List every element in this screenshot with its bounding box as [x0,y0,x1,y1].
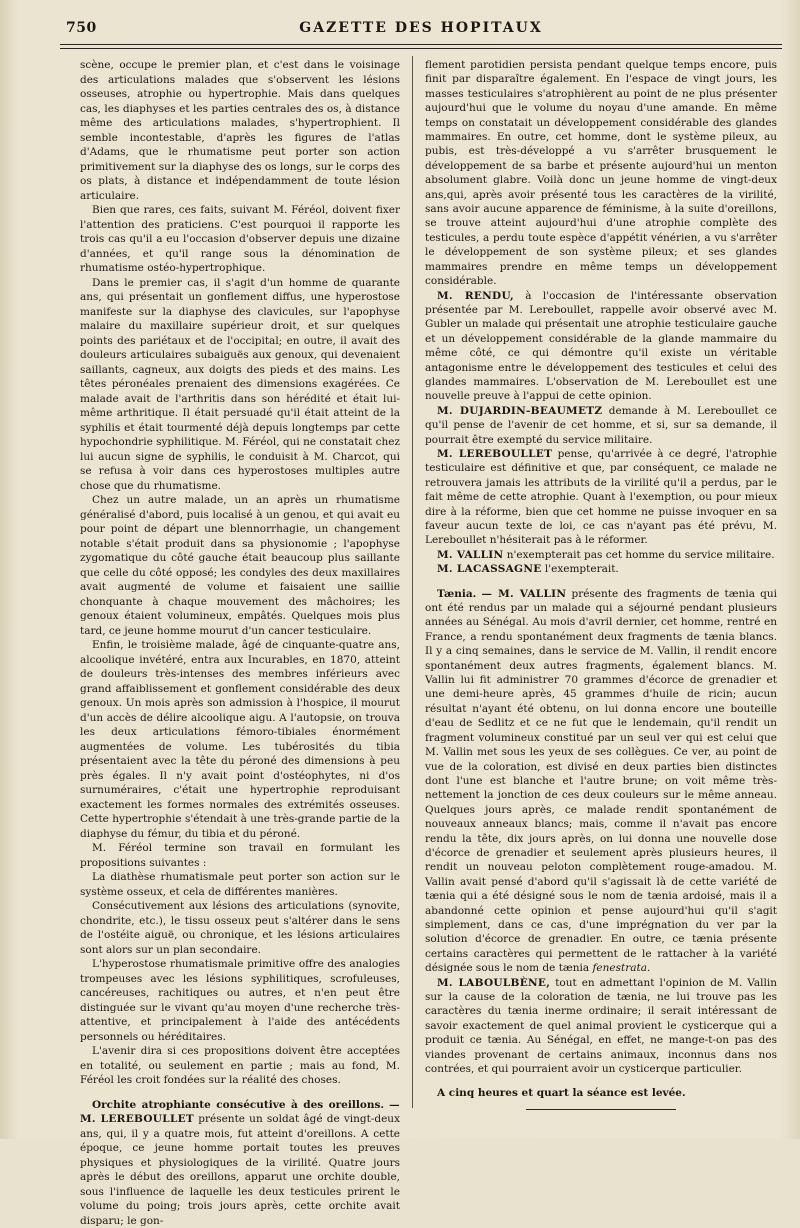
paragraph-text: l'exempterait. [545,563,619,575]
speaker-name: M. DUJARDIN-BEAUMETZ [437,405,602,417]
speaker-name: — M. LEREBOULLET [80,1099,400,1126]
paragraph: L'avenir dira si ces propositions doivent être acceptées en totalité, ou seulement en partie ; mais au fond, M. Féréol les croit fondées sur la réalité des choses. [80,1044,400,1088]
paragraph: scène, occupe le premier plan, et c'est dans le voisinage des articulations malades que s'observent les lésions osseuses, atrophie ou hypertrophie. Mais dans quelques cas, les diaphyses et les parties centrales des os, à distance même des articulations malades, s'hypertrophient. Il semble incontestable, d'après les figures de l'atlas d'Adams, que le rhumatisme peut porter son action primitivement sur la diaphyse des os longs, sur le corps des os plats, à distance et indépendamment de toute lésion articulaire. [80,58,400,203]
paragraph: Chez un autre malade, un an après un rhumatisme généralisé d'abord, puis localisé à un genou, et qui avait eu pour point de départ une blennorrhagie, un changement notable s'était produit dans sa physionomie ; l'apophyse zygomatique du côté gauche était beaucoup plus saillante que celle du côté opposé; les condyles des deux maxillaires avait augmenté de volume et faisaient une saillie chonquante à chaque mouvement des mâchoires; les genoux étaient volumineux, empâtés. Quelques mois plus tard, ce jeune homme mourut d'un cancer testiculaire. [80,493,400,638]
paragraph [425,548,777,562]
paragraph: Bien que rares, ces faits, suivant M. Féréol, doivent fixer l'attention des praticiens. C'est pourquoi il rapporte les trois cas qu'il a eu l'occasion d'observer depuis une dizaine d'années, et qu'il range sous la dénomination de rhumatisme ostéo-hypertrophique. [80,203,400,276]
orchite-section [80,1098,400,1228]
paragraph [425,976,777,1077]
paragraph-text: présente un soldat âgé de vingt-deux ans, qui, il y a quatre mois, fut atteint d'oreillons. A cette époque, ce jeune homme portait toutes les preuves physiques et physiologiques de la virilité. Quatre jours après le début des oreillons, apparut une orchite double, sous l'influence de laquelle les deux testicules prirent le volume du poing; trois jours après, cette orchite avait disparu; le gon- [80,1113,400,1227]
taenia-section [425,587,777,976]
paragraph [425,289,777,404]
paragraph-text: tout en admettant l'opinion de M. Vallin sur la cause de la coloration de tænia, ne lui trouve pas les caractères du tænia inerme ordinaire; il serait intéressant de savoir exactement de quel animal provient le cysticerque qui a produit ce tænia. Au Sénégal, en effet, ne mange-t-on pas des viandes provenant de certains animaux, inconnus dans nos contrées, et qui pourraient avoir un cysticerque particulier. [425,977,777,1075]
paragraph: Consécutivement aux lésions des articulations (synovite, chondrite, etc.), le tissu osseux peut s'altérer dans le sens de l'ostéite aiguë, ou chronique, et les lésions articulaires sont alors sur un plan secondaire. [80,899,400,957]
section-heading: Orchite atrophiante consécutive à des oreillons. [92,1099,384,1111]
journal-title: GAZETTE DES HOPITAUX [60,20,782,36]
paragraph-text: pense, qu'arrivée à ce degré, l'atrophie testiculaire est définitive et que, par conséquent, ce malade ne retrouvera jamais les attributs de la virilité qu'il a perdus, par le fait même de cette atrophie. Quant à l'exemption, ou pour mieux dire à la réforme, bien que cet homme ne puisse invoquer en sa faveur aucun texte de loi, ce cas n'ayant pas été prévu, M. Lereboullet n'hésiterait pas à le réformer. [425,448,777,546]
paragraph [425,447,777,548]
section-heading: Tænia. [437,588,476,600]
paragraph [425,562,777,576]
page-number: 750 [66,20,97,36]
paragraph-text: demande à M. Lereboullet ce qu'il pense de l'avenir de cet homme, et si, sur sa demande, il pourrait être exempté du service militaire. [425,405,777,446]
speaker-name: M. LEREBOULLET [437,448,552,460]
left-column [80,58,400,1228]
paragraph: M. Féréol termine son travail en formulant les propositions suivantes : [80,841,400,870]
paragraph: Enfin, le troisième malade, âgé de cinquante-quatre ans, alcoolique invétéré, entra aux Incurables, en 1870, atteint de douleurs très-intenses des membres inférieurs avec grand affaiblissement et gonflement considérable des deux genoux. Un mois après son admission à l'hospice, il mourut d'un accès de délire alcoolique aigu. A l'autopsie, on trouva les deux articulations fémoro-tibiales énormément augmentées de volume. Les tubérosités du tibia présentaient avec la tête du péroné des dimensions à peu près égales. Il n'y avait point d'ostéophytes, ni d'os surnuméraires, c'était une hypertrophie reproduisant exactement les formes normales des extrémités osseuses. Cette hypertrophie s'étendait à une très-grande partie de la diaphyse du fémur, du tibia et du péroné. [80,638,400,841]
speaker-name: M. LACASSAGNE [437,563,542,575]
header-rule [60,44,782,45]
speaker-name: M. VALLIN [437,549,503,561]
paragraph-text: présente des fragments de tænia qui ont été rendus par un malade qui a séjourné pendant plusieurs années au Sénégal. Au mois d'avril dernier, cet homme, rentré en France, a rendu spontanément deux fragments de tænia blancs. Il y a cinq semaines, dans le service de M. Vallin, il rendit encore spontanément deux autres fragments, également blancs. M. Vallin lui fit administrer 70 grammes d'écorce de grenadier et une demi-heure après, 45 grammes d'huile de ricin; aucun résultat n'ayant été obtenu, on lui donna encore une bouteille d'eau de Sedlitz et ce ne fut que le lendemain, qu'il rendit un fragment volumineux constitué par un seul ver qui est celui que M. Vallin met sous les yeux de ses collègues. Ce ver, au point de vue de la coloration, est divisé en deux parties bien distinctes dont l'une est blanche et l'autre brune; on voit même très-nettement la jonction de ces deux couleurs sur le même anneau. Quelques jours après, ce malade rendit spontanément de nouveaux anneaux blancs; mais, comme il n'avait pas encore rendu la tête, dix jours après, on lui donna une nouvelle dose d'écorce de grenadier et seulement après plusieurs heures, il rendit un nouveau peloton complètement rouge-amadou. M. Vallin avait pensé d'abord qu'il s'agissait là de cette variété de tænia qui a été désigné sous le nom de tænia ardoisé, mais il a abandonné cette opinion et pense aujourd'hui qu'il s'agit simplement, dans ce cas, d'une imprégnation du ver par la solution d'écorce de grenadier. En outre, ce tænia présente certains caractères qui permettent de le rattacher à la variété désignée sous le nom de tænia [425,588,777,975]
speaker-name: M. LABOULBÈNE, [437,977,550,989]
paragraph-text: à l'occasion de l'intéressante observation présentée par M. Lereboullet, rappelle avoir observé avec M. Gubler un malade qui présentait une atrophie testiculaire gauche et un développement considérable de la glande mammaire du même côté, ce qui démontre qu'il existe un véritable antagonisme entre le développement des testicules et celui des glandes mammaires. L'observation de M. Lereboullet est une nouvelle preuve à l'appui de cette opinion. [425,290,777,403]
page-header [60,18,782,42]
column-divider [412,56,413,1108]
paragraph: Dans le premier cas, il s'agit d'un homme de quarante ans, qui présentait un gonflement diffus, une hyperostose manifeste sur la diaphyse des clavicules, sur l'apophyse malaire du maxillaire supérieur droit, et sur quelques points des pariétaux et de l'occipital; en outre, il avait des douleurs articulaires subaiguës aux genoux, qui devenaient saillants, cagneux, aux doigts des pieds et des mains. Les têtes péronéales prenaient des dimensions exagérées. Ce malade avait de l'arthritis dans son hérédité et était lui-même arthritique. Il était persuadé qu'il était atteint de la syphilis et était tourmenté déjà depuis longtemps par cette hypochondrie syphilitique. M. Féréol, qui ne constatait chez lui aucun signe de syphilis, le conduisit à M. Charcot, qui se refusa à voir dans ces hyperostoses multiples autre chose que du rhumatisme. [80,276,400,494]
speaker-name: — M. VALLIN [482,588,567,600]
paragraph [425,404,777,447]
right-column [425,58,777,1110]
paragraph-text: n'exempterait pas cet homme du service militaire. [507,549,775,561]
header-rule-thin [60,48,782,49]
paragraph: flement parotidien persista pendant quelque temps encore, puis finit par disparaître également. En l'espace de vingt jours, les masses testiculaires s'atrophièrent au point de ne plus présenter aujourd'hui que le volume du noyau d'une amande. En même temps on constatait un développement considérable des glandes mammaires. En outre, cet homme, dont le système pileux, au pubis, est très-développé a vu s'arrêter brusquement le développement de sa barbe et présente aujourd'hui un menton absolument glabre. Voilà donc un jeune homme de vingt-deux ans,qui, après avoir présenté tous les caractères de la virilité, sans avoir aucune apparence de féminisme, à la suite d'oreillons, se trouve atteint aujourd'hui d'une atrophie complète des testicules, a perdu toute espèce d'appétit vénérien, a vu s'arrêter le développement de son système pileux; et ses glandes mammaires prendre en même temps un développement considérable. [425,58,777,289]
paragraph: L'hyperostose rhumatismale primitive offre des analogies trompeuses avec les lésions syphilitiques, scrofuleuses, cancéreuses, rachitiques ou autres, et n'en peut être distinguée sur le vivant qu'au moyen d'une recherche très-attentive, et principalement à l'aide des antécédents personnels ou héréditaires. [80,957,400,1044]
end-rule [526,1109,676,1110]
species-name: fenestrata. [593,962,651,974]
closing-line: A cinq heures et quart la séance est levée. [425,1086,777,1100]
paragraph: La diathèse rhumatismale peut porter son action sur le système osseux, et cela de différentes manières. [80,870,400,899]
speaker-name: M. RENDU, [437,290,514,302]
